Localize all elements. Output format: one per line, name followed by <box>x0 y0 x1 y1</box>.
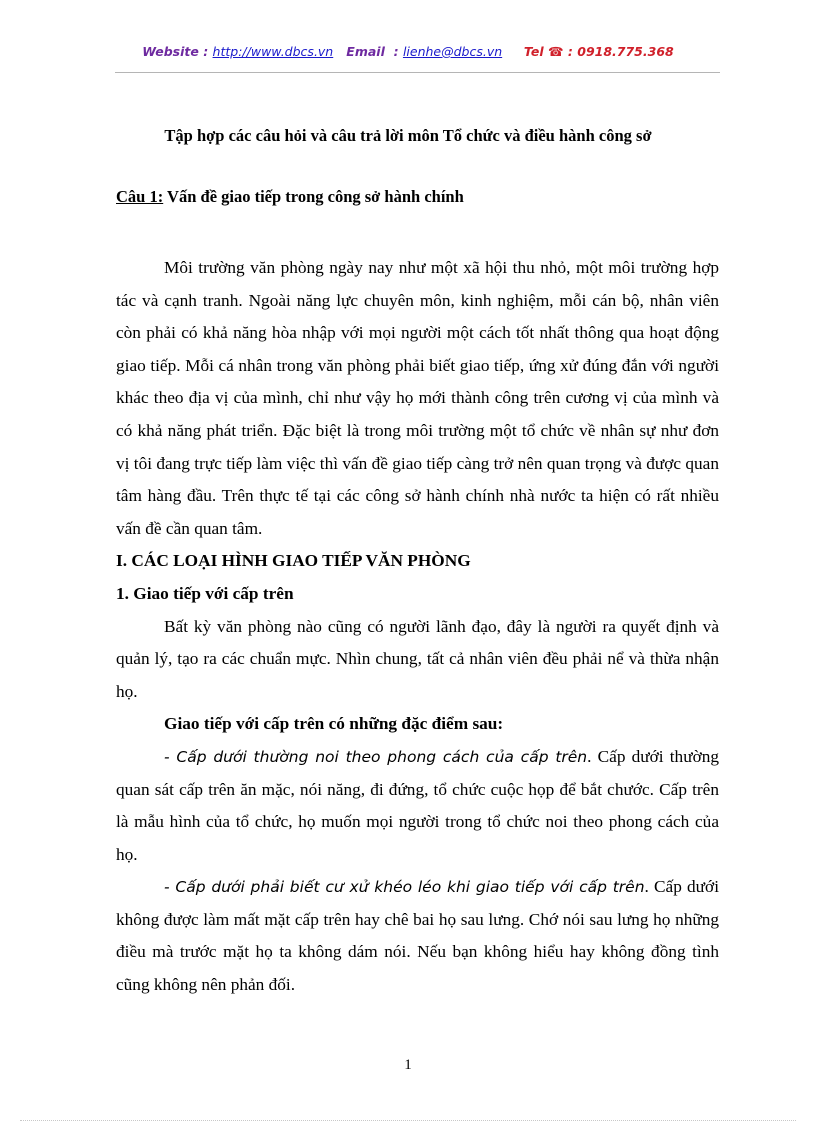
tel-number: 0918.775.368 <box>577 44 674 59</box>
bullet-1-italic: - Cấp dưới thường noi theo phong cách của cấp trên <box>164 747 588 766</box>
website-link[interactable]: http://www.dbcs.vn <box>212 44 334 59</box>
email-label: Email <box>346 44 385 59</box>
subsection-paragraph: Bất kỳ văn phòng nào cũng có người lãnh đạo, đây là người ra quyết định và quản lý, tạo ra các chuẩn mực. Nhìn chung, tất cả nhân viên đều phải nể và thừa nhận họ. <box>116 616 719 701</box>
page-number: 1 <box>404 1057 412 1073</box>
intro-paragraph: Môi trường văn phòng ngày nay như một xã hội thu nhỏ, một môi trường hợp tác và cạnh tranh. Ngoài năng lực chuyên môn, kinh nghiệm, mỗi cán bộ, nhân viên còn phải có khả năng hòa nhập với mọi người một cách tốt nhất thông qua hoạt động giao tiếp. Mỗi cá nhân trong văn phòng phải biết giao tiếp, ứng xử đúng đắn với người khác theo địa vị của mình, chỉ như vậy họ mới thành công trên cương vị của mình và có khả năng phát triển. Đặc biệt là trong môi trường một tổ chức về nhân sự như đơn vị tôi đang trực tiếp làm việc thì vấn đề giao tiếp càng trở nên quan trọng và được quan tâm hàng đầu. Trên thực tế tại các công sở hành chính nhà nước ta hiện có rất nhiều vấn đề cần quan tâm. <box>116 258 719 538</box>
document-body <box>116 252 719 1002</box>
email-link[interactable]: lienhe@dbcs.vn <box>402 44 503 59</box>
page-header: Website : http://www.dbcs.vn Email : lienhe@dbcs.vn Tel ☎ : 0918.775.368 <box>142 44 674 59</box>
bullet-paragraph-1 <box>116 741 719 871</box>
subsection-heading: 1. Giao tiếp với cấp trên <box>116 583 294 603</box>
bullet-1-text: . Cấp dưới thường quan sát cấp trên ăn mặc, nói năng, đi đứng, tổ chức cuộc họp để bắt chước. Cấp trên là mẫu hình của tổ chức, họ muốn mọi người trong tổ chức noi theo phong cách của họ. <box>116 746 719 864</box>
document-title: Tập hợp các câu hỏi và câu trả lời môn Tổ chức và điều hành công sở <box>164 126 652 145</box>
question-number: Câu 1: <box>116 187 164 206</box>
bullet-2-italic: - Cấp dưới phải biết cư xử khéo léo khi giao tiếp với cấp trên <box>164 878 645 897</box>
website-label: Website <box>142 44 199 59</box>
question-heading <box>116 187 464 207</box>
features-heading: Giao tiếp với cấp trên có những đặc điểm sau: <box>164 714 504 734</box>
question-title: Vấn đề giao tiếp trong công sở hành chính <box>163 187 464 206</box>
header-divider <box>115 72 720 73</box>
footer-divider <box>20 1120 796 1121</box>
bullet-2-text: . Cấp dưới không được làm mất mặt cấp trên hay chê bai họ sau lưng. Chớ nói sau lưng họ những điều mà trước mặt họ ta không dám nói. Nếu bạn không hiểu hay không đồng tình cũng không nên phản đối. <box>116 877 719 995</box>
tel-label: Tel <box>523 44 544 59</box>
phone-icon: ☎ <box>547 44 564 59</box>
section-heading: I. CÁC LOẠI HÌNH GIAO TIẾP VĂN PHÒNG <box>116 551 471 571</box>
bullet-paragraph-2 <box>116 871 719 1001</box>
